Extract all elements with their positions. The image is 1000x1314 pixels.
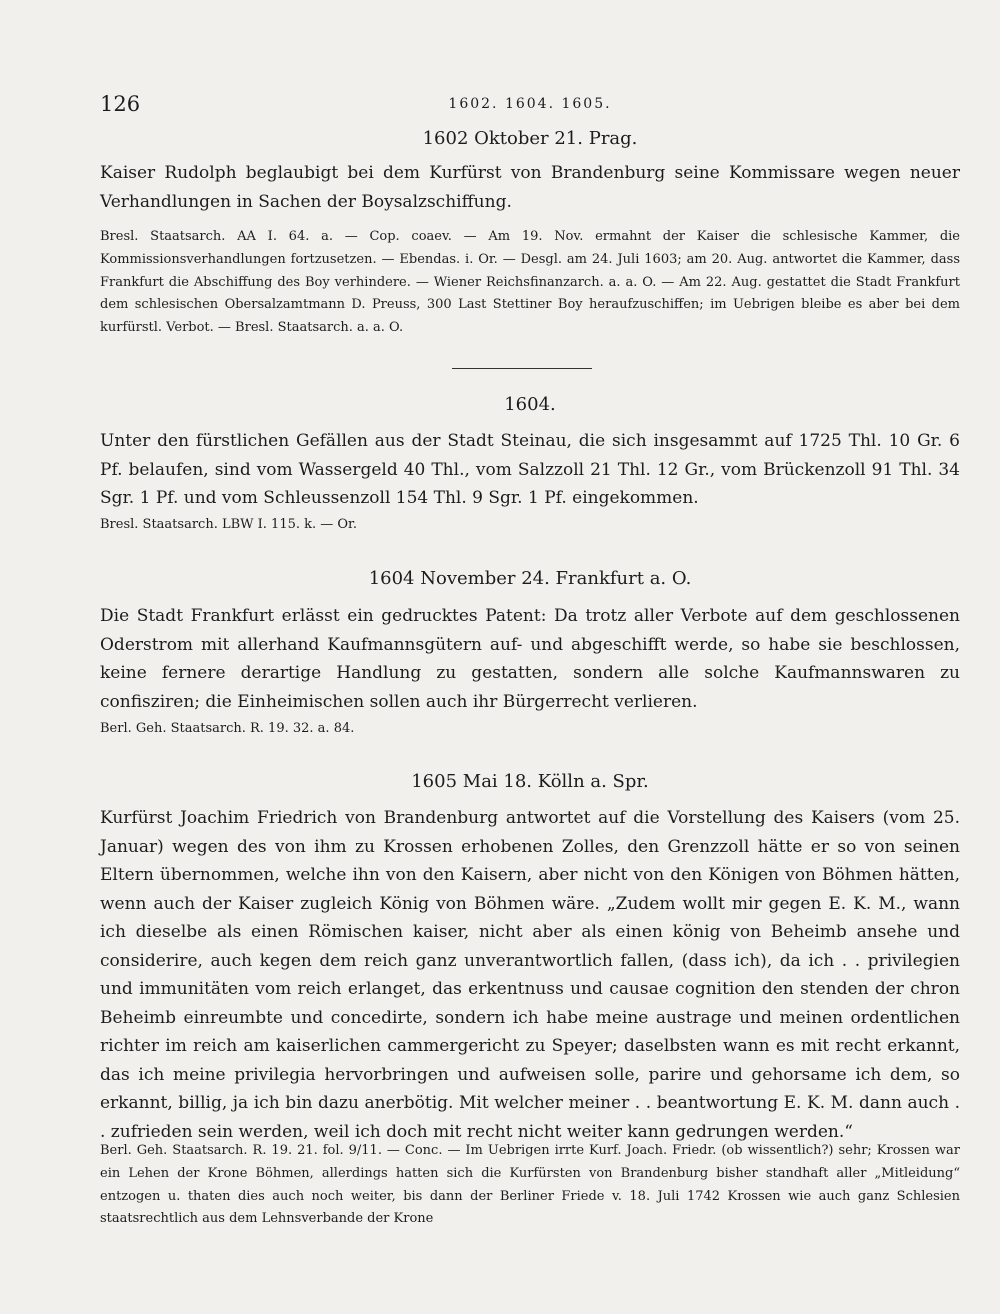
running-head: 1602. 1604. 1605. <box>448 96 612 112</box>
section-divider <box>452 368 592 369</box>
entry-heading: 1605 Mai 18. Kölln a. Spr. <box>411 771 649 792</box>
entry-source-note: Bresl. Staatsarch. LBW I. 115. k. — Or. <box>100 517 357 532</box>
entry-heading: 1604. <box>504 394 556 415</box>
entry-text: Die Stadt Frankfurt erlässt ein gedrucktes Patent: Da trotz aller Verbote auf dem geschlossenen Oderstrom mit allerhand Kaufmannsgütern auf- und abgeschifft werde, so habe sie beschlossen, keine fernere derartige Handlung zu gestatten, sondern alle solche Kaufmannswaren zu confisziren; die Einheimischen sollen auch ihr Bürgerrecht verlieren. <box>100 606 960 712</box>
entry-heading: 1604 November 24. Frankfurt a. O. <box>368 568 692 589</box>
entry-source-note: Berl. Geh. Staatsarch. R. 19. 21. fol. 9/11. — Conc. — Im Uebrigen irrte Kurf. Joach. Friedr. (ob wissentlich?) sehr; Krossen war ein Lehen der Krone Böhmen, allerdings hatten sich die Kurfürsten von Brandenburg bisher standhaft aller „Mitleidung“ entzogen u. thaten dies auch noch weiter, bis dann der Berliner Friede v. 18. Juli 1742 Krossen wie auch ganz Schlesien staatsrechtlich aus dem Lehnsverbande der Krone <box>100 1143 960 1227</box>
entry-text: Kurfürst Joachim Friedrich von Brandenburg antwortet auf die Vorstellung des Kaisers (vom 25. Januar) wegen des von ihm zu Krossen erhobenen Zolles, den Grenzzoll hätte er so von seinen Eltern übernommen, welche ihn von den Kaisern, aber nicht von den Königen von Böhmen hätten, wenn auch der Kaiser zugleich König von Böhmen wäre. „Zudem wollt mir gegen E. K. M., wann ich dieselbe als einen Römischen kaiser, nicht aber als einen könig von Beheimb ansehe und considerire, auch kegen dem reich ganz unverantwortlich fallen, (dass ich), da ich . . privilegien und immunitäten vom reich erlanget, das erkentnuss und causae cognition den stenden der chron Beheimb einreumbte und concedirte, sondern ich habe meine austrage und meinen ordentlichen richter im reich am kaiserlichen cammergericht zu Speyer; daselbsten wann es mit recht erkannt, das ich meine privilegia hervorbringen und aufweisen solle, parire und gehorsame ich dem, so erkannt, billig, ja ich bin dazu anerbötig. Mit welcher meiner . . beantwortung E. K. M. dann auch . . zufrieden sein werden, weil ich doch mit recht nicht weiter kann gedrungen werden.“ <box>100 808 960 1142</box>
page-header <box>100 92 960 122</box>
entry-heading: 1602 Oktober 21. Prag. <box>422 128 638 149</box>
entry-text: Kaiser Rudolph beglaubigt bei dem Kurfürst von Brandenburg seine Kommissare wegen neuer Verhandlungen in Sachen der Boysalzschiffung. <box>100 163 960 212</box>
entry-source-note: Bresl. Staatsarch. AA I. 64. a. — Cop. coaev. — Am 19. Nov. ermahnt der Kaiser die schlesische Kammer, die Kommissionsverhandlungen fortzusetzen. — Ebendas. i. Or. — Desgl. am 24. Juli 1603; am 20. Aug. antwortet die Kammer, dass Frankfurt die Abschiffung des Boy verhindere. — Wiener Reichsfinanzarch. a. a. O. — Am 22. Aug. gestattet die Stadt Frankfurt dem schlesischen Obersalzamtmann D. Preuss, 300 Last Stettiner Boy heraufzuschiffen; im Uebrigen bleibe es aber bei dem kurfürstl. Verbot. — Bresl. Staatsarch. a. a. O. <box>100 229 960 336</box>
entry-text: Unter den fürstlichen Gefällen aus der Stadt Steinau, die sich insgesammt auf 1725 Thl. 10 Gr. 6 Pf. belaufen, sind vom Wassergeld 40 Thl., vom Salzzoll 21 Thl. 12 Gr., vom Brückenzoll 91 Thl. 34 Sgr. 1 Pf. und vom Schleussenzoll 154 Thl. 9 Sgr. 1 Pf. eingekommen. <box>100 431 960 508</box>
entry-source-note: Berl. Geh. Staatsarch. R. 19. 32. a. 84. <box>100 721 355 736</box>
page-number: 126 <box>100 92 141 116</box>
